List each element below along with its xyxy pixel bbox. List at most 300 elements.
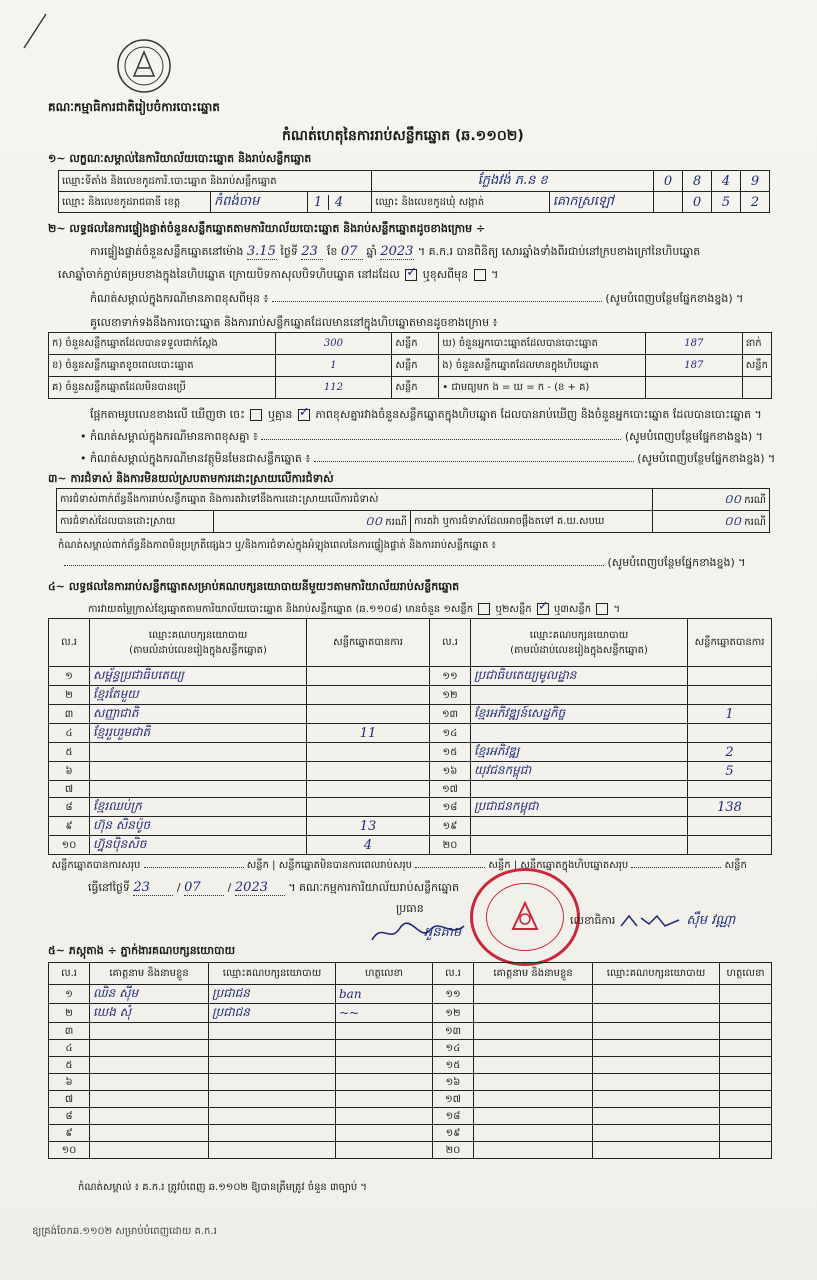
row-no: ៤ <box>49 1040 90 1057</box>
chair-label: ប្រធាន <box>396 902 424 915</box>
row-no: ១៨ <box>433 1108 474 1125</box>
agent-party <box>209 1091 336 1108</box>
page-footer: ឧ្យគ្រង់ចែកឆ.១១០២ សម្រាប់បំពេញដោយ គ.ក.រ <box>32 1226 217 1237</box>
commune-value: គោកស្រឡៅ <box>549 192 653 213</box>
party-name: សញ្ញាជាតិ <box>90 705 307 724</box>
location-digit: 4 <box>712 171 741 192</box>
agent-party <box>593 1074 720 1091</box>
agent-party <box>593 1004 720 1023</box>
row-no: ១៦ <box>433 1074 474 1091</box>
agent-name: ឃេង សុំ <box>90 1004 209 1023</box>
agent-party <box>593 1023 720 1040</box>
party-name: ប្រជាជនកម្ពុជា <box>471 798 688 817</box>
three-sheets-checkbox[interactable] <box>596 603 608 615</box>
row-no: ១២ <box>430 686 471 705</box>
table-row <box>49 817 772 836</box>
vote-count: 5 <box>688 762 772 781</box>
verification-day: 23 <box>301 244 323 260</box>
row-no: ១១ <box>433 985 474 1004</box>
party-name <box>471 781 688 798</box>
objection-table <box>56 488 770 533</box>
col-party: ឈ្មោះគណបក្សនយោបាយ <box>209 963 336 985</box>
row-no: ១៤ <box>433 1040 474 1057</box>
section3-heading: ៣~ ការជំទាស់ និងការមិនយល់ស្របតាមការដោះស្រាយលើការជំទាស់ <box>48 472 334 485</box>
verification-year: 2023 <box>380 244 414 259</box>
objection-cell <box>653 489 770 511</box>
agent-signature <box>720 1142 772 1159</box>
agent-party <box>593 1091 720 1108</box>
row-no: ១៦ <box>430 762 471 781</box>
count-value: 300 <box>275 333 392 355</box>
col-votes: សន្លឹកឆ្នោតបានការ <box>688 619 772 667</box>
party-name <box>90 762 307 781</box>
agent-signature <box>720 1023 772 1040</box>
counts-table <box>48 332 772 399</box>
location-digit: 8 <box>683 171 712 192</box>
vote-count <box>307 781 430 798</box>
agent-name <box>90 1125 209 1142</box>
has-difference-checkbox[interactable] <box>250 409 262 421</box>
stamp-emblem-icon <box>505 897 545 937</box>
table-row <box>49 985 772 1004</box>
count-label: ង) ចំនួនសន្លឹកឆ្នោតដែលមានក្នុងហិបឆ្នោត <box>439 355 646 377</box>
agent-signature: ~~ <box>336 1004 433 1023</box>
agent-name <box>474 1057 593 1074</box>
row-no: ១២ <box>433 1004 474 1023</box>
party-name <box>90 743 307 762</box>
difference-text: ផ្អែកតាមរូបលេខខាងលើ ឃើញថា ចេះ <box>90 408 245 421</box>
total-valid-line[interactable] <box>144 867 244 868</box>
secretary-name: ស៊ឹម វណ្ណា <box>686 913 736 928</box>
pen-mark <box>20 12 50 56</box>
row-no: ១៣ <box>433 1023 474 1040</box>
count-value <box>645 377 742 399</box>
col-party <box>90 619 307 667</box>
agent-name <box>90 1057 209 1074</box>
province-value: កំពង់ចាម <box>211 192 308 213</box>
row-no: ៨ <box>49 1108 90 1125</box>
seal-different-checkbox[interactable] <box>474 269 486 281</box>
resolved-cell <box>214 511 411 533</box>
col-votes: សន្លឹកឆ្នោតបានការ <box>307 619 430 667</box>
agent-signature <box>336 1057 433 1074</box>
no-difference-label: ឬគ្មាន <box>267 408 293 421</box>
agent-name <box>90 1023 209 1040</box>
col-party-sub: (តាមលំដាប់លេខរៀងក្នុងសន្លឹកឆ្នោត) <box>129 644 267 656</box>
row-no: ៣ <box>49 1023 90 1040</box>
seal-different-label: ឬខុសពីមុន <box>422 268 469 281</box>
fill-hint: (សូមបំពេញបន្ថែមផ្នែកខាងខ្នង) ។ <box>624 430 763 443</box>
agent-name <box>90 1142 209 1159</box>
location-value: ក្លែងវង់ ភ.ន ខ <box>372 171 654 192</box>
difference-note <box>90 292 743 308</box>
row-no: ១៥ <box>430 743 471 762</box>
agent-signature <box>720 1057 772 1074</box>
secretary-area <box>570 912 735 931</box>
agent-signature <box>720 1125 772 1142</box>
agents-table <box>48 962 772 1159</box>
party-name: ខ្មែរអភិវឌ្ឍន៍សេដ្ឋកិច្ច <box>471 705 688 724</box>
location-table <box>58 170 770 213</box>
difference-text: ភាពខុសគ្នារវាងចំនួនសន្លឹកឆ្នោតក្នុងហិបឆ្នោត ដែលបានរាប់ឃើញ និងចំនួនអ្នកបោះឆ្នោត ដែលបានបោះឆ្នោត ។ <box>315 408 762 421</box>
count-unit: សន្លឹក <box>392 377 439 399</box>
agent-name <box>90 1091 209 1108</box>
total-valid-label: សន្លឹកឆ្នោតបានការសរុប <box>51 860 141 872</box>
agent-name <box>90 1108 209 1125</box>
agent-party <box>209 1023 336 1040</box>
section5-heading: ៥~ ភស្តុតាង ÷ ភ្នាក់ងារគណបក្សនយោបាយ <box>48 944 236 957</box>
agent-signature <box>336 1142 433 1159</box>
row-no: ២ <box>49 1004 90 1023</box>
page-title: កំណត់ហេតុនៃការរាប់សន្លឹកឆ្នោត (ឆ.១១០២) <box>282 128 524 144</box>
verification-text: ថ្ងៃទី <box>280 245 298 258</box>
vote-count: 1 <box>688 705 772 724</box>
row-no: ១៧ <box>430 781 471 798</box>
party-name <box>90 781 307 798</box>
count-unit: នាក់ <box>742 333 771 355</box>
party-name <box>471 817 688 836</box>
count-value: 1 <box>275 355 392 377</box>
count-unit <box>742 377 771 399</box>
total-unit: សន្លឹក <box>488 860 511 872</box>
section4-heading: ៤~ លទ្ធផលនៃការរាប់សន្លឹកឆ្នោតសម្រាប់គណបក្សនយោបាយនីមួយៗតាមការិយាល័យរាប់សន្លឹកឆ្នោត <box>48 580 460 593</box>
count-label: ឃ) ចំនួនអ្នកបោះឆ្នោតដែលបានបោះឆ្នោត <box>439 333 646 355</box>
party-name: ខ្មែរតែមួយ <box>90 686 307 705</box>
col-party-label: ឈ្មោះគណបក្សនយោបាយ <box>529 629 629 641</box>
party-name: ប្រជាធិបតេយ្យមូលដ្ឋាន <box>471 667 688 686</box>
signing-date: ធ្វើនៅថ្ងៃទី 23 / 07 / 2023 ។ គណៈកម្មការការិយាល័យរាប់សន្លឹកឆ្នោត <box>88 880 459 895</box>
row-no: ៩ <box>49 1125 90 1142</box>
table-row <box>49 686 772 705</box>
verification-text: ខែ <box>326 245 338 258</box>
secretary-label: លេខាធិការ <box>570 914 616 927</box>
agent-party <box>593 985 720 1004</box>
objection-count: ០០ <box>724 491 742 506</box>
resolved-label: ការជំទាស់ដែលបានដោះស្រាយ <box>57 511 214 533</box>
fill-hint: (សូមបំពេញបន្ថែមផ្នែកខាងខ្នង) ។ <box>637 452 776 465</box>
agent-signature <box>336 1074 433 1091</box>
appeal-cell <box>653 511 770 533</box>
province-code-digit: 1 <box>308 195 329 210</box>
counts-row <box>49 355 772 377</box>
two-sheets-checkbox[interactable] <box>537 603 549 615</box>
count-unit: សន្លឹក <box>742 355 771 377</box>
row-no: ១៧ <box>433 1091 474 1108</box>
party-name: យុវជនកម្ពុជា <box>471 762 688 781</box>
col-sign: ហត្ថលេខា <box>720 963 772 985</box>
appeal-count: ០០ <box>724 513 742 528</box>
row-no: ៣ <box>49 705 90 724</box>
row-no: ២ <box>49 686 90 705</box>
col-name: គោត្តនាម និងនាមខ្លួន <box>90 963 209 985</box>
section1-heading: ១~ លក្ខណៈសម្គាល់នៃការិយាល័យបោះឆ្នោត និងរាប់សន្លឹកឆ្នោត <box>48 152 312 165</box>
agent-signature <box>336 1040 433 1057</box>
irregularity-fill <box>64 556 746 572</box>
table-row <box>49 1108 772 1125</box>
irregularity-line[interactable] <box>64 565 604 566</box>
footnote: កំណត់សម្គាល់ ៖ គ.ក.រ ត្រូវបំពេញ ឆ.១១០២ ឱ្យបានត្រឹមត្រូវ ចំនួន ៣ច្បាប់ ។ <box>78 1182 367 1193</box>
table-row <box>49 743 772 762</box>
agent-signature <box>720 1074 772 1091</box>
col-no: ល.រ <box>49 619 90 667</box>
agent-party <box>593 1108 720 1125</box>
agent-party <box>593 1142 720 1159</box>
table-row <box>49 781 772 798</box>
vote-count <box>307 667 430 686</box>
row-no: ៧ <box>49 1091 90 1108</box>
difference-note-label: កំណត់សម្គាល់ក្នុងករណីមានភាពខុសពីមុន ៖ <box>90 292 269 305</box>
agent-signature <box>720 1040 772 1057</box>
row-no: ១១ <box>430 667 471 686</box>
col-name: គោត្តនាម និងនាមខ្លួន <box>474 963 593 985</box>
row-no: ៥ <box>49 743 90 762</box>
vote-count <box>307 686 430 705</box>
two-sheets-label: ឬ២សន្លឹក <box>495 604 532 615</box>
count-value: 187 <box>645 355 742 377</box>
fill-hint: (សូមបំពេញបន្ថែមផ្នែកខាងខ្នង) ។ <box>605 292 744 305</box>
bullet-note-2 <box>80 452 775 468</box>
row-no: ១០ <box>49 836 90 855</box>
count-value: 187 <box>645 333 742 355</box>
difference-note-line[interactable] <box>272 301 602 302</box>
total-ballot-label: សន្លឹកឆ្នោតក្នុងហិបឆ្នោតសរុប <box>520 860 629 872</box>
agent-party: ប្រជាជន <box>209 985 336 1004</box>
col-party: ឈ្មោះគណបក្សនយោបាយ <box>593 963 720 985</box>
verification-line <box>90 244 700 261</box>
table-row <box>49 1142 772 1159</box>
agent-party: ប្រជាជន <box>209 1004 336 1023</box>
agent-party <box>209 1057 336 1074</box>
vote-count <box>307 705 430 724</box>
vote-count <box>307 743 430 762</box>
irregularity-label: កំណត់សម្គាល់ពាក់ព័ន្ធនឹងភាពមិនប្រក្រតីផ្សេងៗ ឬ/និងការជំទាស់ក្នុងអំឡុងពេលនៃការផ្ទៀងផ្ទាត់ និងការរាប់សន្លឹកឆ្នោត ៖ <box>58 540 496 551</box>
vote-count <box>688 781 772 798</box>
counts-intro: គូលេខាទាក់ទងនឹងការបោះឆ្នោត និងការរាប់សន្លឹកឆ្នោតដែលមាននៅក្នុងហិបឆ្នោតមានដូចខាងក្រោម ៖ <box>90 316 498 329</box>
total-unit: សន្លឹក <box>724 860 747 872</box>
vote-count <box>688 686 772 705</box>
count-unit: សន្លឹក <box>392 355 439 377</box>
agent-name <box>474 1023 593 1040</box>
objection-label: ការជំទាស់ពាក់ព័ន្ធនឹងការរាប់សន្លឹកឆ្នោត និងការតវ៉ាទៅនឹងការដោះស្រាយលើការជំទាស់ <box>57 489 653 511</box>
count-label: ខ) ចំនួនសន្លឹកឆ្នោតខូចពេលបោះឆ្នោត <box>49 355 276 377</box>
agent-name <box>474 1108 593 1125</box>
agent-name <box>474 1091 593 1108</box>
results-table <box>48 618 772 877</box>
agent-party <box>593 1040 720 1057</box>
case-unit: ករណី <box>744 494 766 506</box>
row-no: ៦ <box>49 1074 90 1091</box>
row-no: ១៩ <box>433 1125 474 1142</box>
agent-signature <box>720 1004 772 1023</box>
vote-count <box>307 762 430 781</box>
bullet-note-line[interactable] <box>261 439 621 440</box>
table-row <box>49 1004 772 1023</box>
commune-digit: 5 <box>712 192 741 213</box>
count-label: • ជាមធ្យមក ង = ឃ = ក - (ខ + គ) <box>439 377 646 399</box>
no-difference-checkbox[interactable] <box>298 409 310 421</box>
vote-count <box>688 724 772 743</box>
table-row <box>49 798 772 817</box>
party-name: ហ៊ុន សិនប៉ូច <box>90 817 307 836</box>
vote-count: 138 <box>688 798 772 817</box>
party-name: ហ្វ៊ុនប៉ិនសិច <box>90 836 307 855</box>
row-no: ៨ <box>49 798 90 817</box>
case-unit: ករណី <box>744 516 766 528</box>
province-code-digit: 4 <box>334 194 344 210</box>
agent-signature <box>720 985 772 1004</box>
table-row <box>49 836 772 855</box>
row-no: ៥ <box>49 1057 90 1074</box>
row-no: ១ <box>49 667 90 686</box>
difference-line <box>90 408 762 424</box>
bullet-note-label: • កំណត់សម្គាល់ក្នុងករណីមានវត្ថុមិនមែនជាសន្លឹកឆ្នោត ៖ <box>80 452 311 465</box>
vote-count <box>307 798 430 817</box>
table-row <box>49 724 772 743</box>
table-row <box>49 1074 772 1091</box>
counts-row <box>49 333 772 355</box>
location-digit: 0 <box>654 171 683 192</box>
agent-name <box>474 1074 593 1091</box>
verification-month: 07 <box>341 244 363 260</box>
agent-party <box>209 1040 336 1057</box>
agent-party <box>209 1074 336 1091</box>
table-row <box>49 667 772 686</box>
sheets-line: ការវាយតម្លៃក្រាស់ខ្សែឆ្នោតតាមការិយាល័យបោះឆ្នោត និងរាប់សន្លឹកឆ្នោត (ឆ.១១០៨) មានចំនួន ១សន្លឹក ឬ២សន្លឹក ✓ ឬ៣សន្លឹក ។ <box>88 602 620 617</box>
secretary-signature <box>619 912 683 930</box>
agent-name <box>474 1142 593 1159</box>
agent-signature <box>336 1091 433 1108</box>
row-no: ១ <box>49 985 90 1004</box>
col-no: ល.រ <box>433 963 474 985</box>
province-code-cells <box>308 192 372 213</box>
total-unit: សន្លឹក <box>246 860 269 872</box>
party-name <box>471 724 688 743</box>
row-no: ១៥ <box>433 1057 474 1074</box>
party-name <box>471 836 688 855</box>
party-name: ខ្មែរអភិវឌ្ឍ <box>471 743 688 762</box>
col-party-label: ឈ្មោះគណបក្សនយោបាយ <box>148 629 248 641</box>
agent-signature <box>720 1108 772 1125</box>
agent-signature <box>336 1108 433 1125</box>
row-no: ៦ <box>49 762 90 781</box>
sheets-text: ការវាយតម្លៃក្រាស់ខ្សែឆ្នោតតាមការិយាល័យបោះឆ្នោត និងរាប់សន្លឹកឆ្នោត (ឆ.១១០៨) មានចំនួន ១សន្លឹក <box>88 604 474 615</box>
vote-count: 2 <box>688 743 772 762</box>
nec-emblem-icon <box>116 38 172 94</box>
verification-time: 3.15 <box>246 244 276 259</box>
irregularity-note <box>58 538 496 553</box>
location-digit: 9 <box>741 171 770 192</box>
vote-count <box>688 817 772 836</box>
commune-label: ឈ្មោះ និងលេខកូដឃុំ សង្កាត់ <box>372 192 549 213</box>
agent-name <box>474 1125 593 1142</box>
appeal-label: ការតវ៉ា ឬការជំទាស់ដែលអាចផ្តឹងតទៅ គ.ឃ.សបឃ <box>411 511 653 533</box>
vote-count <box>688 836 772 855</box>
table-row <box>49 705 772 724</box>
row-no: ៩ <box>49 817 90 836</box>
total-invalid-label: សន្លឹកឆ្នោតមិនបានការពេលរាប់សរុប <box>278 860 413 872</box>
agent-party <box>593 1125 720 1142</box>
commune-digit: 0 <box>683 192 712 213</box>
count-value: 112 <box>275 377 392 399</box>
agent-party <box>209 1108 336 1125</box>
agent-party <box>209 1142 336 1159</box>
vote-count: 4 <box>307 836 430 855</box>
row-no: ១៤ <box>430 724 471 743</box>
table-row <box>49 1125 772 1142</box>
agent-name <box>474 1040 593 1057</box>
col-sign: ហត្ថលេខា <box>336 963 433 985</box>
section2-heading: ២~ លទ្ធផលនៃការផ្ទៀងផ្ទាត់ចំនួនសន្លឹកឆ្នោតតាមការិយាល័យបោះឆ្នោត និងរាប់សន្លឹកឆ្នោតដូចខាងក្រោម ÷ <box>48 222 486 235</box>
vote-count: 11 <box>307 724 430 743</box>
date-year: 2023 <box>235 880 285 896</box>
count-unit: សន្លឹក <box>392 333 439 355</box>
one-sheet-checkbox[interactable] <box>478 603 490 615</box>
bullet-note-line[interactable] <box>314 461 634 462</box>
org-name: គណៈកម្មាធិការជាតិរៀបចំការបោះឆ្នោត <box>48 100 220 114</box>
location-label: ឈ្មោះទីតាំង និងលេខកូដការិ.បោះឆ្នោត និងរាប់សន្លឹកឆ្នោត <box>59 171 372 192</box>
row-no: ១៨ <box>430 798 471 817</box>
date-label: ធ្វើនៅថ្ងៃទី <box>88 881 130 894</box>
agent-name: ឈិន សុីម <box>90 985 209 1004</box>
table-row <box>49 1091 772 1108</box>
col-no: ល.រ <box>49 963 90 985</box>
row-no: ១៩ <box>430 817 471 836</box>
party-name: ខ្មែររួបរួមជាតិ <box>90 724 307 743</box>
verification-text: ។ គ.ក.រ បានពិនិត្យ សោរឆ្នាំងទាំងពីរជាប់នៅក្របខាងក្រៅនៃហិបឆ្នោត <box>417 245 701 258</box>
table-row <box>49 1040 772 1057</box>
row-no: ១០ <box>49 1142 90 1159</box>
agent-signature: ban <box>336 985 433 1004</box>
seal-text: សោឆ្នាំចាក់ភ្ជាប់គម្របខាងក្នុងនៃហិបឆ្នោត ក្រោយបិទកាសុលបិទហិបឆ្នោត នៅដដែល <box>58 268 400 281</box>
row-no: ៤ <box>49 724 90 743</box>
province-label: ឈ្មោះ និងលេខកូដរាជធានី ខេត្ត <box>59 192 211 213</box>
agent-party <box>209 1125 336 1142</box>
row-no: ៧ <box>49 781 90 798</box>
agent-name <box>90 1074 209 1091</box>
seal-same-checkbox[interactable] <box>405 269 417 281</box>
agent-signature <box>720 1091 772 1108</box>
three-sheets-label: ឬ៣សន្លឹក <box>554 604 592 615</box>
date-day: 23 <box>133 880 173 896</box>
row-no: ២០ <box>433 1142 474 1159</box>
col-no: ល.រ <box>430 619 471 667</box>
commune-digit: 2 <box>741 192 770 213</box>
resolved-count: ០០ <box>365 513 383 528</box>
commune-code-blank <box>654 192 683 213</box>
col-party-sub: (តាមលំដាប់លេខរៀងក្នុងសន្លឹកឆ្នោត) <box>510 644 648 656</box>
total-ballot-line[interactable] <box>631 867 721 868</box>
table-row <box>49 762 772 781</box>
date-month: 07 <box>184 880 224 896</box>
agent-name <box>474 1004 593 1023</box>
agent-party <box>593 1057 720 1074</box>
count-label: គ) ចំនួនសន្លឹកឆ្នោតដែលមិនបានប្រើ <box>49 377 276 399</box>
table-row <box>49 1057 772 1074</box>
verification-line-2: សោឆ្នាំចាក់ភ្ជាប់គម្របខាងក្នុងនៃហិបឆ្នោត ក្រោយបិទកាសុលបិទហិបឆ្នោត នៅដដែល ✓ ឬខុសពីមុន ។ <box>58 268 498 284</box>
party-name: ខ្មែរឈប់ក្រ <box>90 798 307 817</box>
agent-signature <box>336 1023 433 1040</box>
party-name <box>471 686 688 705</box>
count-label: ក) ចំនួនសន្លឹកឆ្នោតដែលបានទទួលជាក់ស្តែង <box>49 333 276 355</box>
bullet-note-1 <box>80 430 763 446</box>
fill-hint: (សូមបំពេញបន្ថែមផ្នែកខាងខ្នង) ។ <box>607 556 746 569</box>
bullet-note-label: • កំណត់សម្គាល់ក្នុងករណីមានភាពខុសគ្នា ៖ <box>80 430 258 443</box>
date-suffix: ។ គណៈកម្មការការិយាល័យរាប់សន្លឹកឆ្នោត <box>288 881 459 894</box>
table-row <box>49 1023 772 1040</box>
vote-count <box>688 667 772 686</box>
agent-name <box>90 1040 209 1057</box>
total-invalid-line[interactable] <box>415 867 485 868</box>
